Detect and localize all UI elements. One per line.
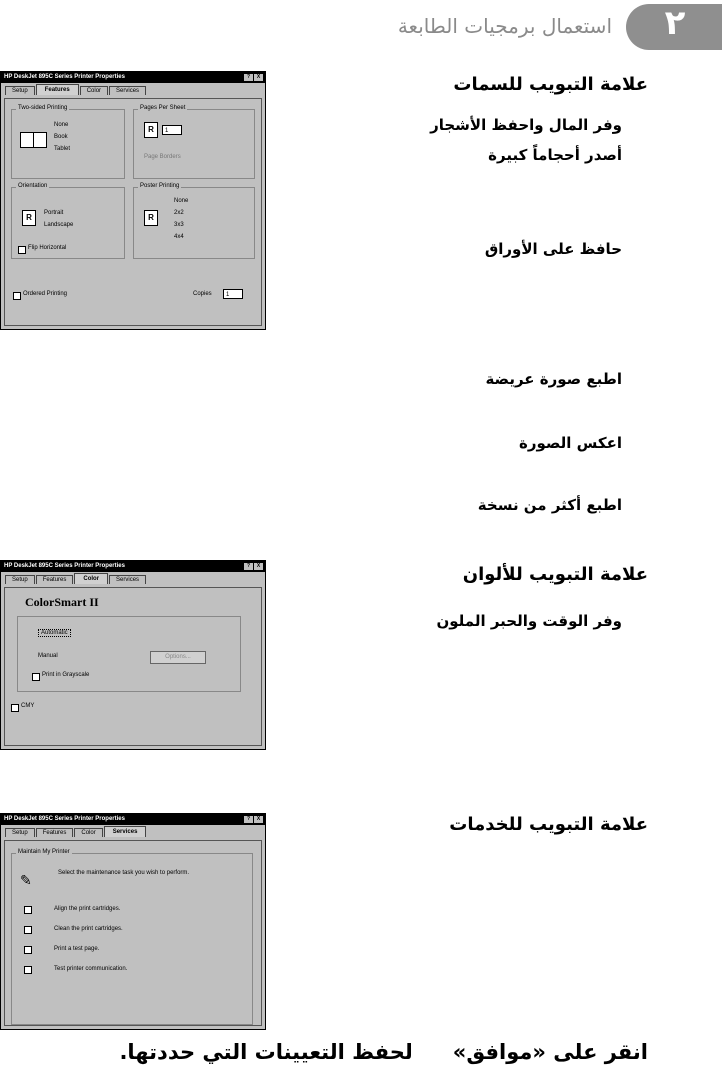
grayscale-label[interactable]: Print in Grayscale [42, 672, 90, 678]
poster-4x4[interactable]: 4x4 [174, 234, 184, 240]
tab-services[interactable]: Services [109, 86, 146, 95]
task-icon[interactable] [24, 946, 32, 954]
pages-per-sheet-spinner[interactable]: 1 [162, 125, 182, 135]
task-test-page[interactable]: Print a test page. [54, 946, 100, 952]
orientation-landscape[interactable]: Landscape [44, 222, 74, 228]
maintain-label: Maintain My Printer [18, 849, 70, 855]
poster-group [133, 183, 255, 259]
poster-2x2[interactable]: 2x2 [174, 210, 184, 216]
color-manual[interactable]: Manual [38, 653, 58, 659]
feature-item: وفر المال واحفظ الأشجار [430, 116, 622, 134]
tab-color[interactable]: Color [74, 573, 108, 584]
color-item: وفر الوقت والحبر الملون [436, 612, 622, 630]
task-icon[interactable] [24, 966, 32, 974]
footer-part1: انقر على «موافق» [452, 1040, 648, 1064]
poster-3x3[interactable]: 3x3 [174, 222, 184, 228]
dialog-titlebar [1, 72, 265, 83]
dialog-titlebar [1, 561, 265, 572]
page-icon: R [22, 210, 36, 226]
services-dialog [0, 813, 266, 1030]
chapter-number: ٢ [664, 3, 686, 43]
feature-item: أصدر أحجاماً كبيرة [488, 146, 622, 164]
cmy-checkbox[interactable] [11, 704, 19, 712]
features-dialog [0, 71, 266, 330]
options-button[interactable]: Options... [150, 651, 206, 664]
orientation-portrait[interactable]: Portrait [44, 210, 64, 216]
copies-spinner[interactable]: 1 [223, 289, 243, 299]
tab-setup[interactable]: Setup [5, 575, 35, 584]
flip-checkbox[interactable] [18, 246, 26, 254]
tab-features[interactable]: Features [36, 575, 74, 584]
color-dialog [0, 560, 266, 750]
two-sided-tablet[interactable]: Tablet [54, 146, 71, 152]
tab-services[interactable]: Services [109, 575, 146, 584]
close-button[interactable]: X [254, 563, 263, 570]
color-automatic[interactable]: Automatic [38, 629, 71, 637]
colorsmart-group [17, 616, 241, 692]
orientation-label: Orientation [18, 183, 48, 189]
close-button[interactable]: X [254, 816, 263, 823]
close-button[interactable]: X [254, 74, 263, 81]
two-sided-book[interactable]: Book [54, 134, 68, 140]
tab-color[interactable]: Color [80, 86, 108, 95]
feature-item: اطبع أكثر من نسخة [477, 496, 622, 514]
ordered-printing-label[interactable]: Ordered Printing [23, 291, 68, 297]
task-icon[interactable] [24, 926, 32, 934]
task-communication[interactable]: Test printer communication. [54, 966, 128, 972]
chapter-title: استعمال برمجيات الطابعة [397, 14, 612, 38]
footer-part2: لحفظ التعيينات التي حددتها. [119, 1040, 413, 1064]
task-clean[interactable]: Clean the print cartridges. [54, 926, 123, 932]
page-icon: R [144, 210, 158, 226]
help-button[interactable]: ? [244, 816, 253, 823]
feature-item: اطبع صورة عريضة [485, 370, 622, 388]
color-panel [4, 587, 262, 746]
flip-horizontal-label[interactable]: Flip Horizontal [28, 245, 67, 251]
tab-setup[interactable]: Setup [5, 828, 35, 837]
orientation-group [11, 183, 125, 259]
tab-features[interactable]: Features [36, 828, 74, 837]
maintain-group [11, 849, 253, 1025]
dialog-titlebar [1, 814, 265, 825]
ordered-checkbox[interactable] [13, 292, 21, 300]
tab-services[interactable]: Services [104, 826, 147, 837]
features-heading: علامة التبويب للسمات [453, 74, 648, 95]
dialog-title: HP DeskJet 895C Series Printer Properties [4, 563, 125, 569]
help-button[interactable]: ? [244, 563, 253, 570]
features-panel [4, 98, 262, 326]
two-sided-none[interactable]: None [54, 122, 69, 128]
tab-features[interactable]: Features [36, 84, 79, 95]
colorsmart-logo: ColorSmart II [25, 595, 99, 609]
page-icon [20, 132, 34, 148]
page-icon: R [144, 122, 158, 138]
pages-per-sheet-label: Pages Per Sheet [140, 105, 186, 111]
feature-item: اعكس الصورة [519, 434, 622, 452]
page-borders-checkbox[interactable]: Page Borders [144, 154, 181, 160]
two-sided-group [11, 105, 125, 179]
copies-label: Copies [193, 291, 212, 297]
poster-label: Poster Printing [140, 183, 180, 189]
tab-setup[interactable]: Setup [5, 86, 35, 95]
help-button[interactable]: ? [244, 74, 253, 81]
poster-none[interactable]: None [174, 198, 189, 204]
printer-icon: ✎ [20, 872, 32, 888]
two-sided-label: Two-sided Printing [18, 105, 68, 111]
dialog-title: HP DeskJet 895C Series Printer Properties [4, 74, 125, 80]
tab-color[interactable]: Color [74, 828, 102, 837]
task-icon[interactable] [24, 906, 32, 914]
feature-item: حافظ على الأوراق [484, 240, 622, 258]
services-heading: علامة التبويب للخدمات [449, 814, 648, 835]
task-align[interactable]: Align the print cartridges. [54, 906, 121, 912]
footer-instruction [119, 1040, 648, 1064]
services-instruction: Select the maintenance task you wish to perform. [58, 870, 190, 876]
dialog-title: HP DeskJet 895C Series Printer Properties [4, 816, 125, 822]
pages-per-sheet-group [133, 105, 255, 179]
services-panel [4, 840, 262, 1026]
color-heading: علامة التبويب للألوان [462, 564, 648, 585]
grayscale-checkbox[interactable] [32, 673, 40, 681]
cmy-label[interactable]: CMY [21, 703, 35, 709]
page-icon [33, 132, 47, 148]
